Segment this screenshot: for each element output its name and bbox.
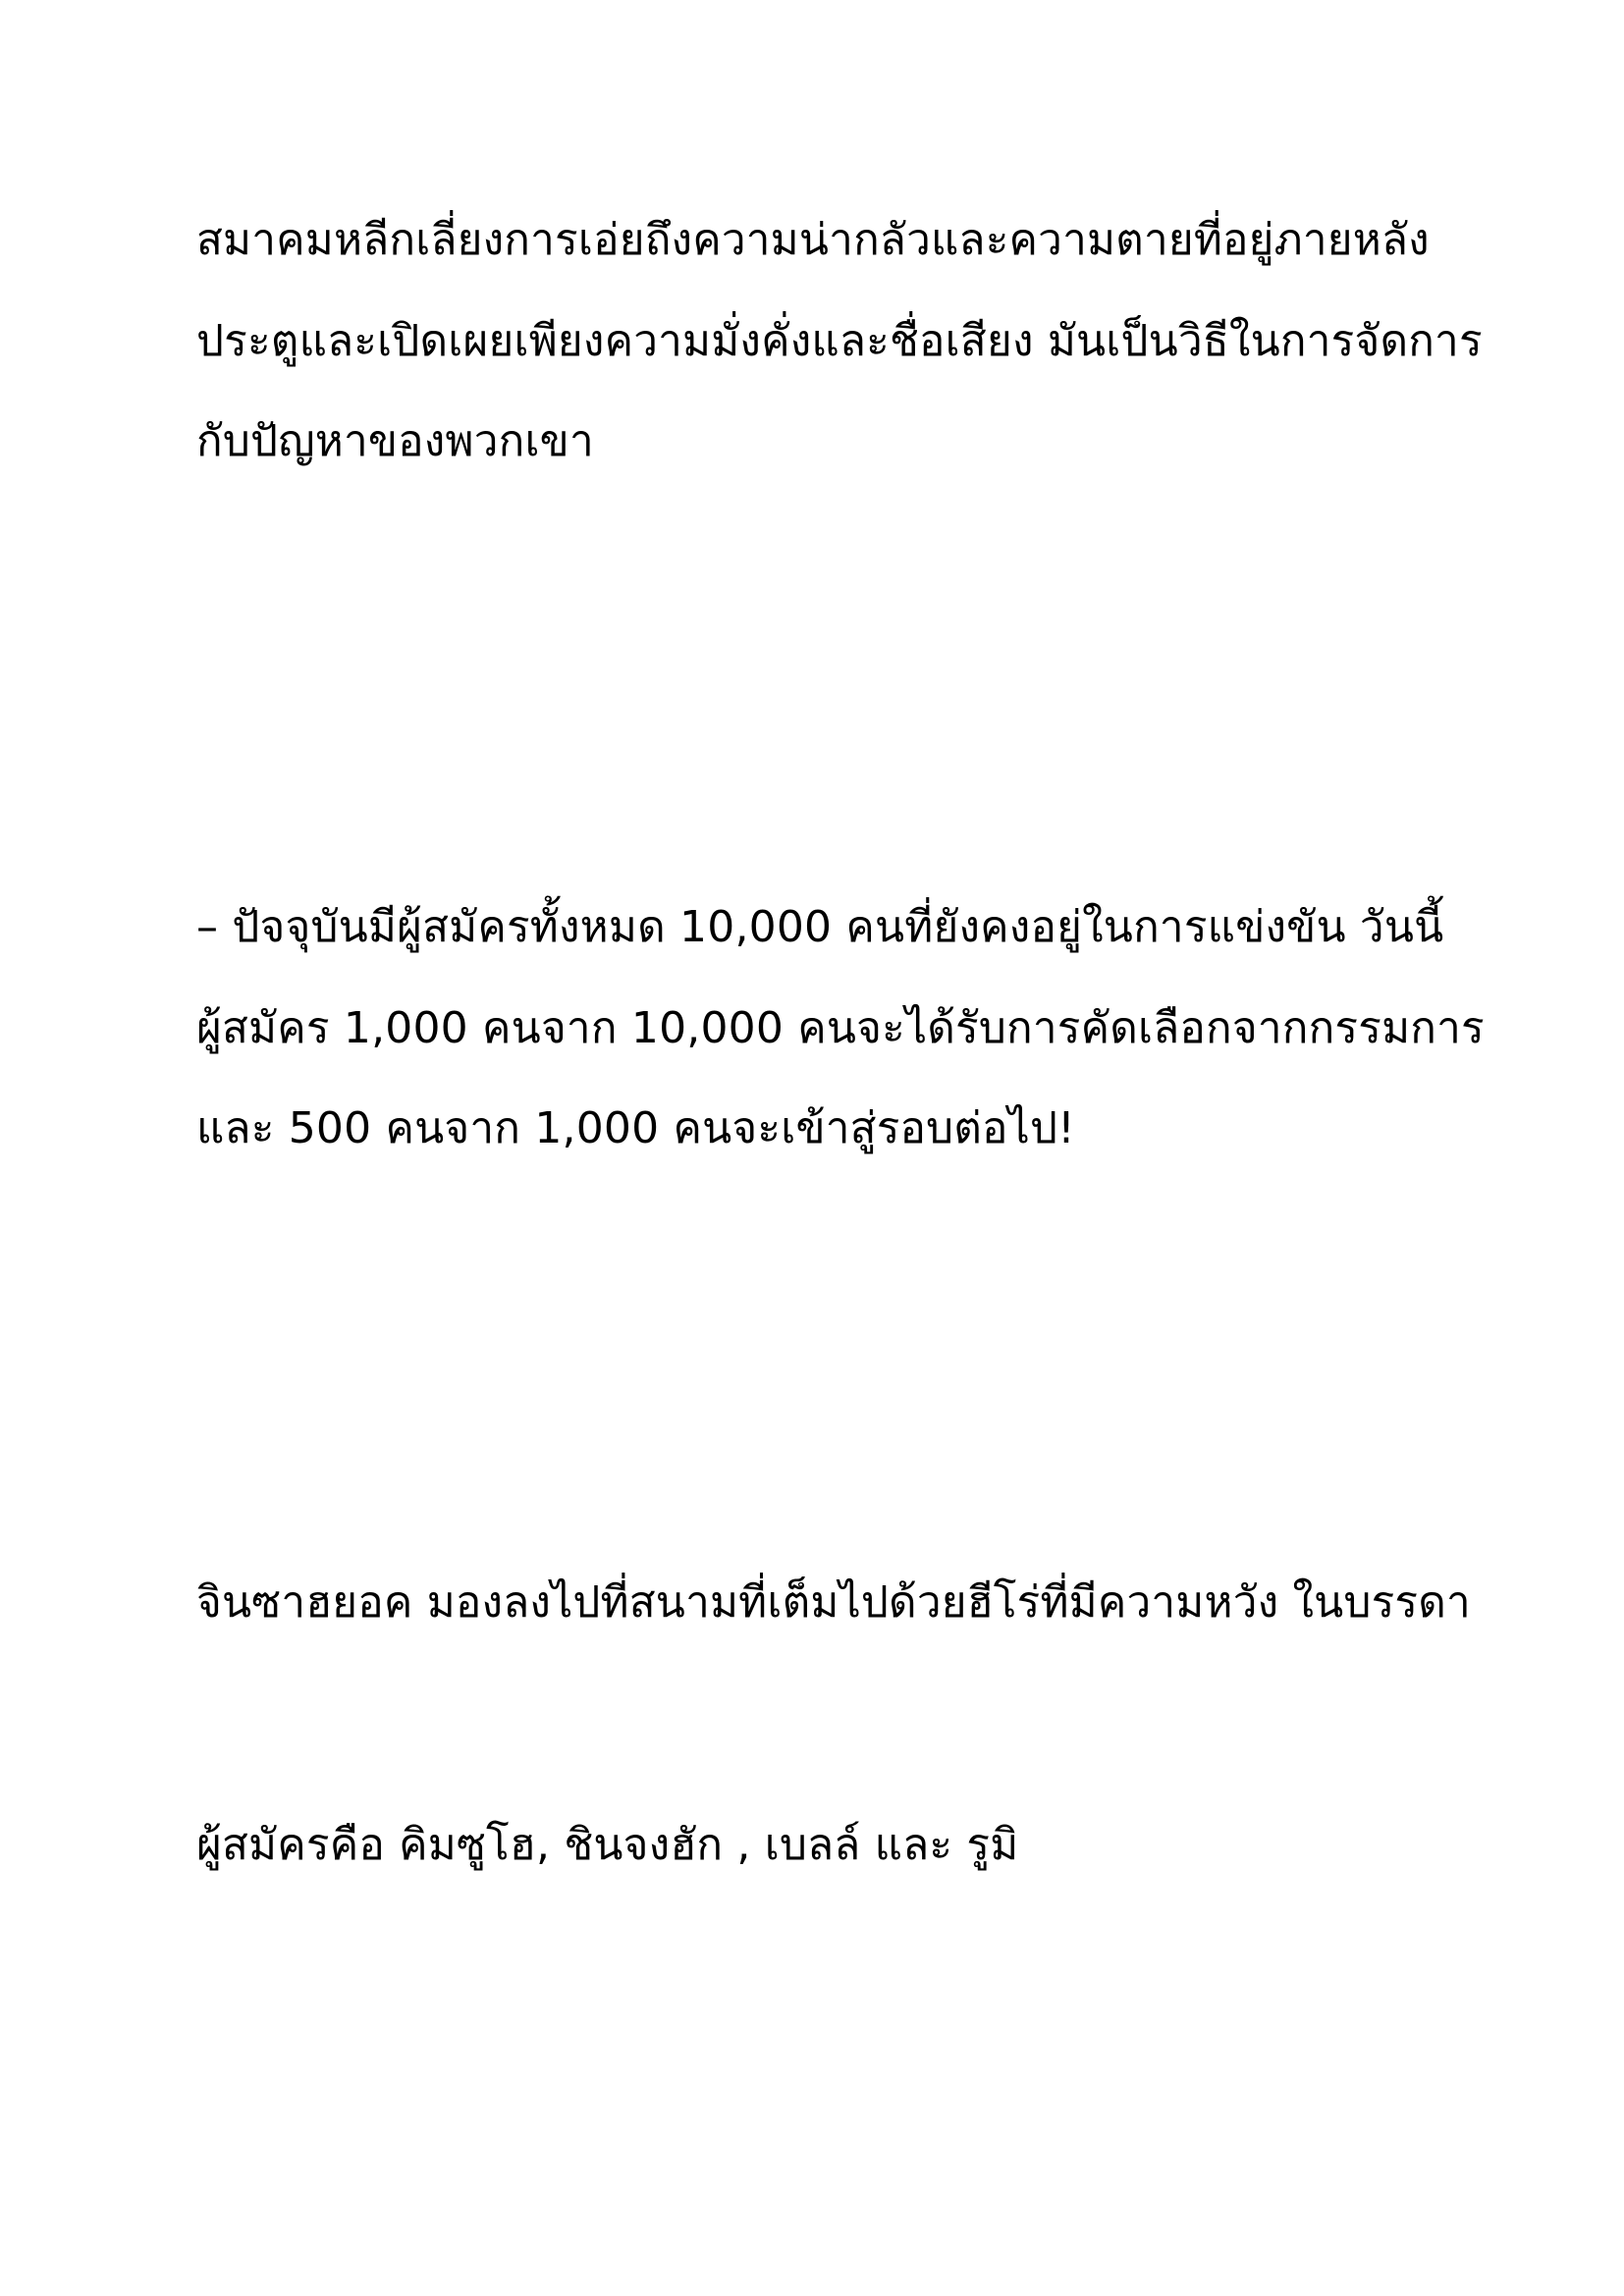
text-line: กับปัญหาของพวกเขา — [196, 416, 594, 466]
text-line: สมาคมหลีกเลี่ยงการเอ่ยถึงความน่ากลัวและความตายที่อยู่ภายหลัง — [196, 215, 1430, 265]
text-line: จินซาฮยอค มองลงไปที่สนามที่เต็มไปด้วยฮีโร่ที่มีความหวัง ในบรรดา — [196, 1577, 1471, 1628]
text-line: – ปัจจุบันมีผู้สมัครทั้งหมด 10,000 คนที่ยังคงอยู่ในการแข่งขัน วันนี้ — [196, 902, 1444, 952]
text-line: ผู้สมัคร 1,000 คนจาก 10,000 คนจะได้รับการคัดเลือกจากกรรมการ — [196, 1003, 1485, 1053]
text-line: ผู้สมัครคือ คิมซูโฮ, ชินจงฮัก , เบลล์ และ รูมิ — [196, 1820, 1019, 1870]
text-line: ประตูและเปิดเผยเพียงความมั่งคั่งและชื่อเสียง มันเป็นวิธีในการจัดการ — [196, 316, 1483, 366]
text-line: และ 500 คนจาก 1,000 คนจะเข้าสู่รอบต่อไป! — [196, 1103, 1075, 1153]
